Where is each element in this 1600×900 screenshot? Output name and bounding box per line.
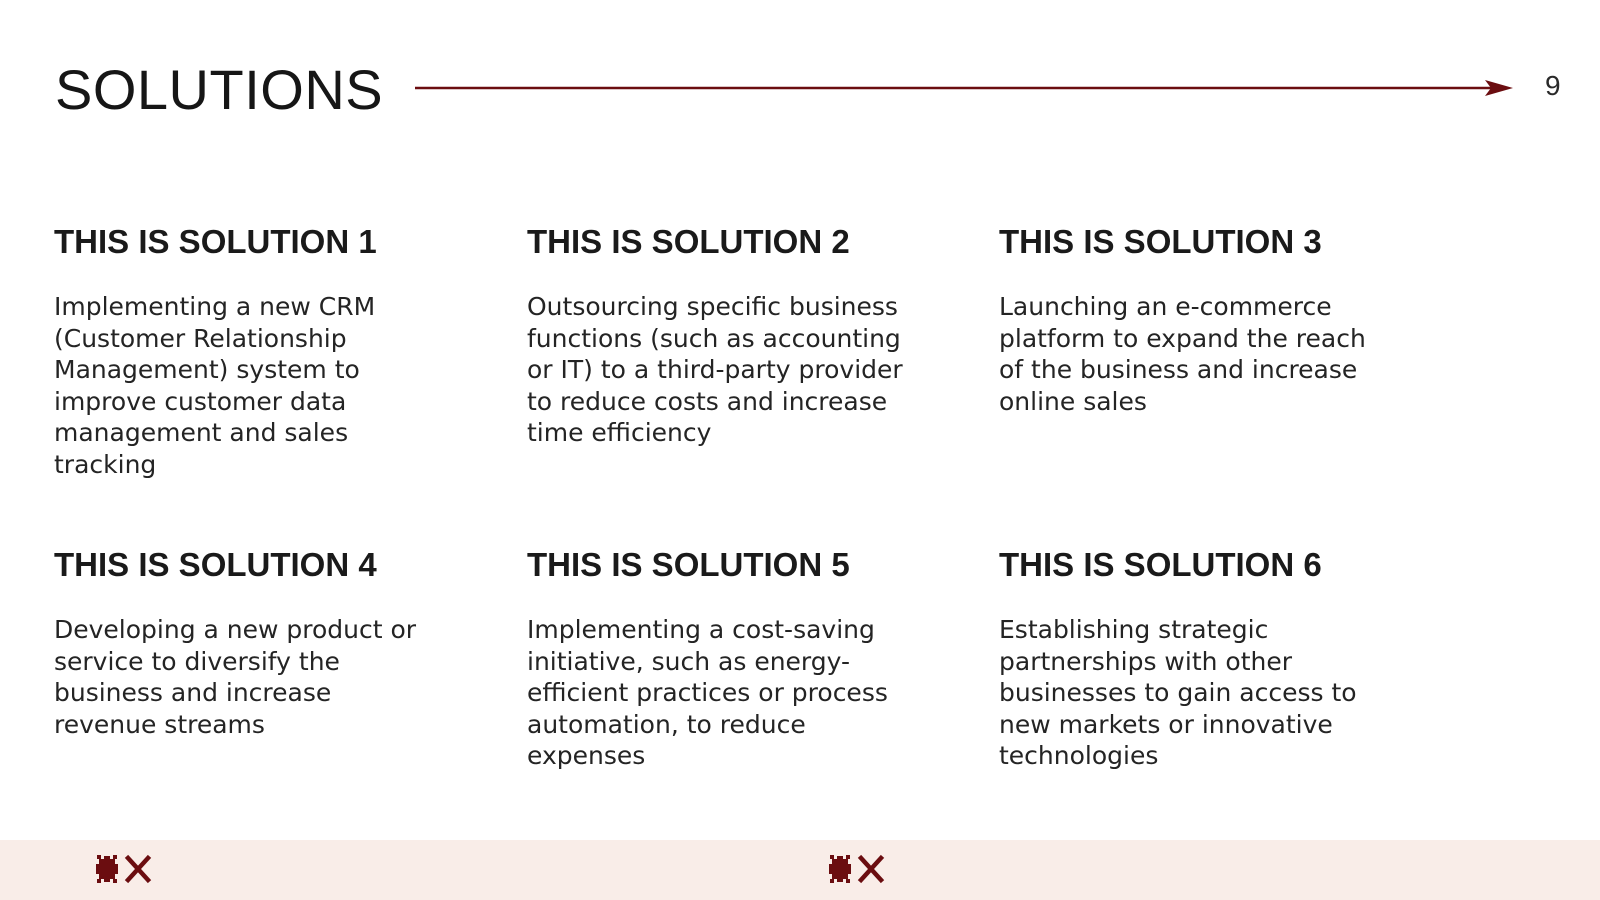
page-number: 9	[1545, 70, 1561, 101]
solution-description: Establishing strategic partnerships with other businesses to gain access to new markets or innovative technologies	[999, 615, 1357, 771]
solution-card-4	[54, 545, 464, 740]
solution-title: THIS IS SOLUTION 4	[54, 546, 377, 583]
solution-card-2	[527, 222, 937, 449]
solution-description: Developing a new product or service to diversify the business and increase revenue streams	[54, 615, 417, 739]
solution-title: THIS IS SOLUTION 1	[54, 223, 377, 260]
page-title: SOLUTIONS	[55, 58, 384, 121]
solution-card-6	[999, 545, 1409, 772]
solution-title: THIS IS SOLUTION 6	[999, 546, 1322, 583]
solution-description: Outsourcing specific business functions (such as accounting or IT) to a third-party provider to reduce costs and increase time efficiency	[527, 292, 903, 448]
solution-card-1	[54, 222, 464, 481]
solution-card-5	[527, 545, 937, 772]
solution-description: Implementing a cost-saving initiative, such as energy-efficient practices or process automation, to reduce expenses	[527, 615, 888, 771]
solution-card-3	[999, 222, 1409, 417]
footer-band	[0, 840, 1600, 900]
solution-description: Launching an e-commerce platform to expand the reach of the business and increase online sales	[999, 292, 1366, 416]
solution-title: THIS IS SOLUTION 3	[999, 223, 1322, 260]
solution-title: THIS IS SOLUTION 2	[527, 223, 850, 260]
ornament-x-logo-icon	[96, 853, 156, 887]
ornament-x-logo-icon	[829, 853, 889, 887]
arrow-right-icon	[415, 78, 1515, 98]
solution-title: THIS IS SOLUTION 5	[527, 546, 850, 583]
solution-description: Implementing a new CRM (Customer Relationship Management) system to improve customer data management and sales tracking	[54, 292, 376, 479]
